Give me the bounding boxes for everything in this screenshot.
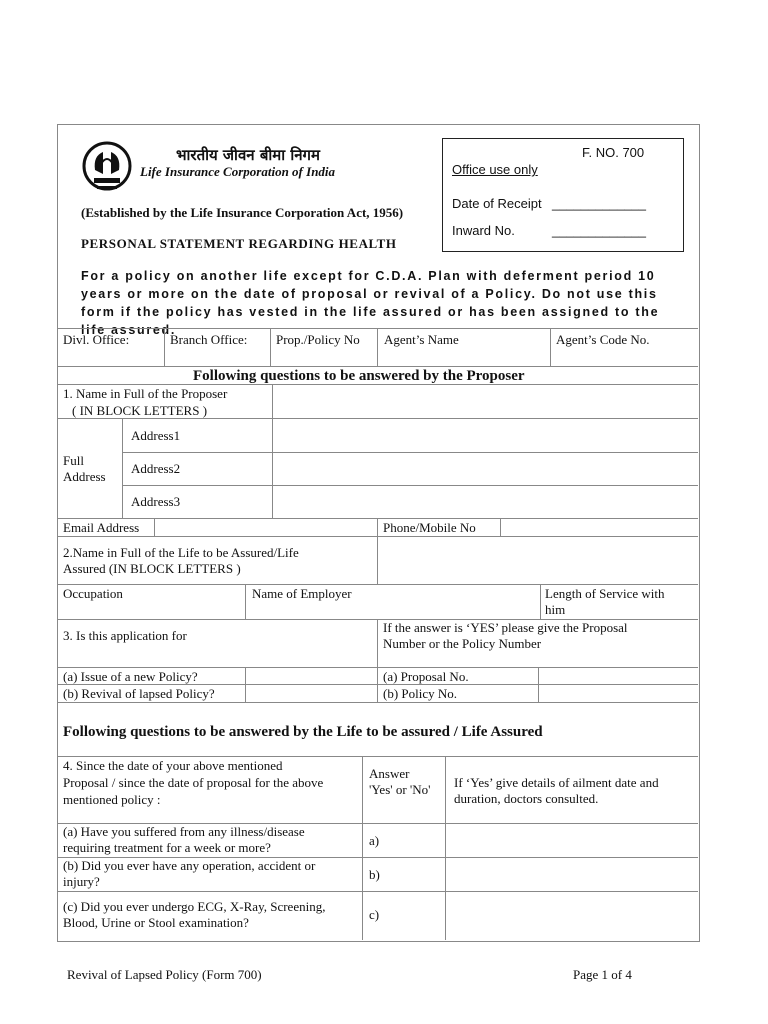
option-new-policy-answer[interactable] [246,668,376,684]
address1-field[interactable] [273,419,697,451]
q2-label-line1: 2.Name in Full of the Life to be Assured/Life [63,545,299,560]
footer-page-number: Page 1 of 4 [573,967,632,982]
option-revival-answer[interactable] [246,685,376,701]
address2-field[interactable] [273,453,697,484]
receipt-label: Date of Receipt [452,196,542,211]
answer-header-line2: 'Yes' or 'No' [369,782,431,797]
agent-name-label: Agent’s Name [384,332,459,347]
q3-label: 3. Is this application for [63,628,187,643]
proposal-no-field[interactable] [539,668,697,684]
inward-label: Inward No. [452,223,515,238]
established-text: (Established by the Life Insurance Corporation Act, 1956) [81,205,404,220]
form-number: F. NO. 700 [582,145,645,160]
instructions-paragraph: For a policy on another life except for C.D.A. Plan with deferment period 10 years or more on the date of proposal or revival of a Policy. Do not use this form if the policy has vested in the life assured or has been assigned to the life assured. [81,269,660,337]
logo-english: Life Insurance Corporation of India [140,164,336,179]
question-a-line2: requiring treatment for a week or more? [63,840,271,855]
option-revival: (b) Revival of lapsed Policy? [63,686,215,701]
details-header-line1: If ‘Yes’ give details of ailment date and [454,775,659,790]
phone-label: Phone/Mobile No [383,520,476,535]
proposer-heading: Following questions to be answered by the Proposer [193,368,525,384]
q1-label-line2: ( IN BLOCK LETTERS ) [72,403,208,418]
question-c-line2: Blood, Urine or Stool examination? [63,915,249,930]
q4-line3: mentioned policy : [63,792,161,807]
lic-logo [81,140,133,196]
q3-note-line1: If the answer is ‘YES’ please give the Proposal [383,620,628,635]
question-b-line1: (b) Did you ever have any operation, accident or [63,858,316,873]
lic-emblem-icon [81,140,133,196]
policy-no-field[interactable] [539,685,697,701]
question-b-details[interactable] [446,858,697,890]
question-b-line2: injury? [63,874,100,889]
service-label-line2: him [545,602,566,617]
office-use-title: Office use only [452,162,538,177]
question-a-answer[interactable]: a) [369,833,380,848]
question-a-details[interactable] [446,824,697,856]
branch-office-label: Branch Office: [170,332,248,347]
q1-label-line1: 1. Name in Full of the Proposer [63,386,228,401]
q4-line1: 4. Since the date of your above mentioned [63,758,283,773]
question-c-details[interactable] [446,892,697,939]
question-a-line1: (a) Have you suffered from any illness/disease [63,824,305,839]
address3-field[interactable] [273,486,697,517]
form-title: PERSONAL STATEMENT REGARDING HEALTH [81,236,397,251]
question-c-answer[interactable]: c) [369,907,380,922]
life-assured-name-field[interactable] [378,537,697,583]
employer-label: Name of Employer [252,586,352,601]
service-label-line1: Length of Service with [545,586,665,601]
agent-code-label: Agent’s Code No. [556,332,650,347]
address3-label: Address3 [131,494,181,509]
question-b-answer[interactable]: b) [369,867,380,882]
q3-note-line2: Number or the Policy Number [383,636,542,651]
prop-policy-label: Prop./Policy No [276,332,360,347]
details-header-line2: duration, doctors consulted. [454,791,599,806]
q2-label-line2: Assured (IN BLOCK LETTERS ) [63,561,241,576]
full-address-label-line1: Full [63,453,84,468]
logo-hindi: भारतीय जीवन बीमा निगम [176,146,320,164]
inward-blank[interactable]: _____________ [552,223,646,238]
footer-form-name: Revival of Lapsed Policy (Form 700) [67,967,262,982]
answer-header-line1: Answer [369,766,410,781]
phone-field[interactable] [501,519,697,535]
policy-no-label: (b) Policy No. [383,686,458,701]
proposer-name-field[interactable] [273,385,697,417]
email-label: Email Address [63,520,140,535]
address1-label: Address1 [131,428,181,443]
address2-label: Address2 [131,461,181,476]
full-address-label-line2: Address [63,469,106,484]
divl-office-label: Divl. Office: [63,332,130,347]
occupation-label: Occupation [63,586,123,601]
option-new-policy: (a) Issue of a new Policy? [63,669,198,684]
life-assured-heading: Following questions to be answered by the Life to be assured / Life Assured [63,724,543,740]
q4-line2: Proposal / since the date of proposal for the above [63,775,324,790]
email-field[interactable] [155,519,376,535]
question-c-line1: (c) Did you ever undergo ECG, X-Ray, Screening, [63,899,326,914]
proposal-no-label: (a) Proposal No. [383,669,469,684]
receipt-blank[interactable]: _____________ [552,196,646,211]
